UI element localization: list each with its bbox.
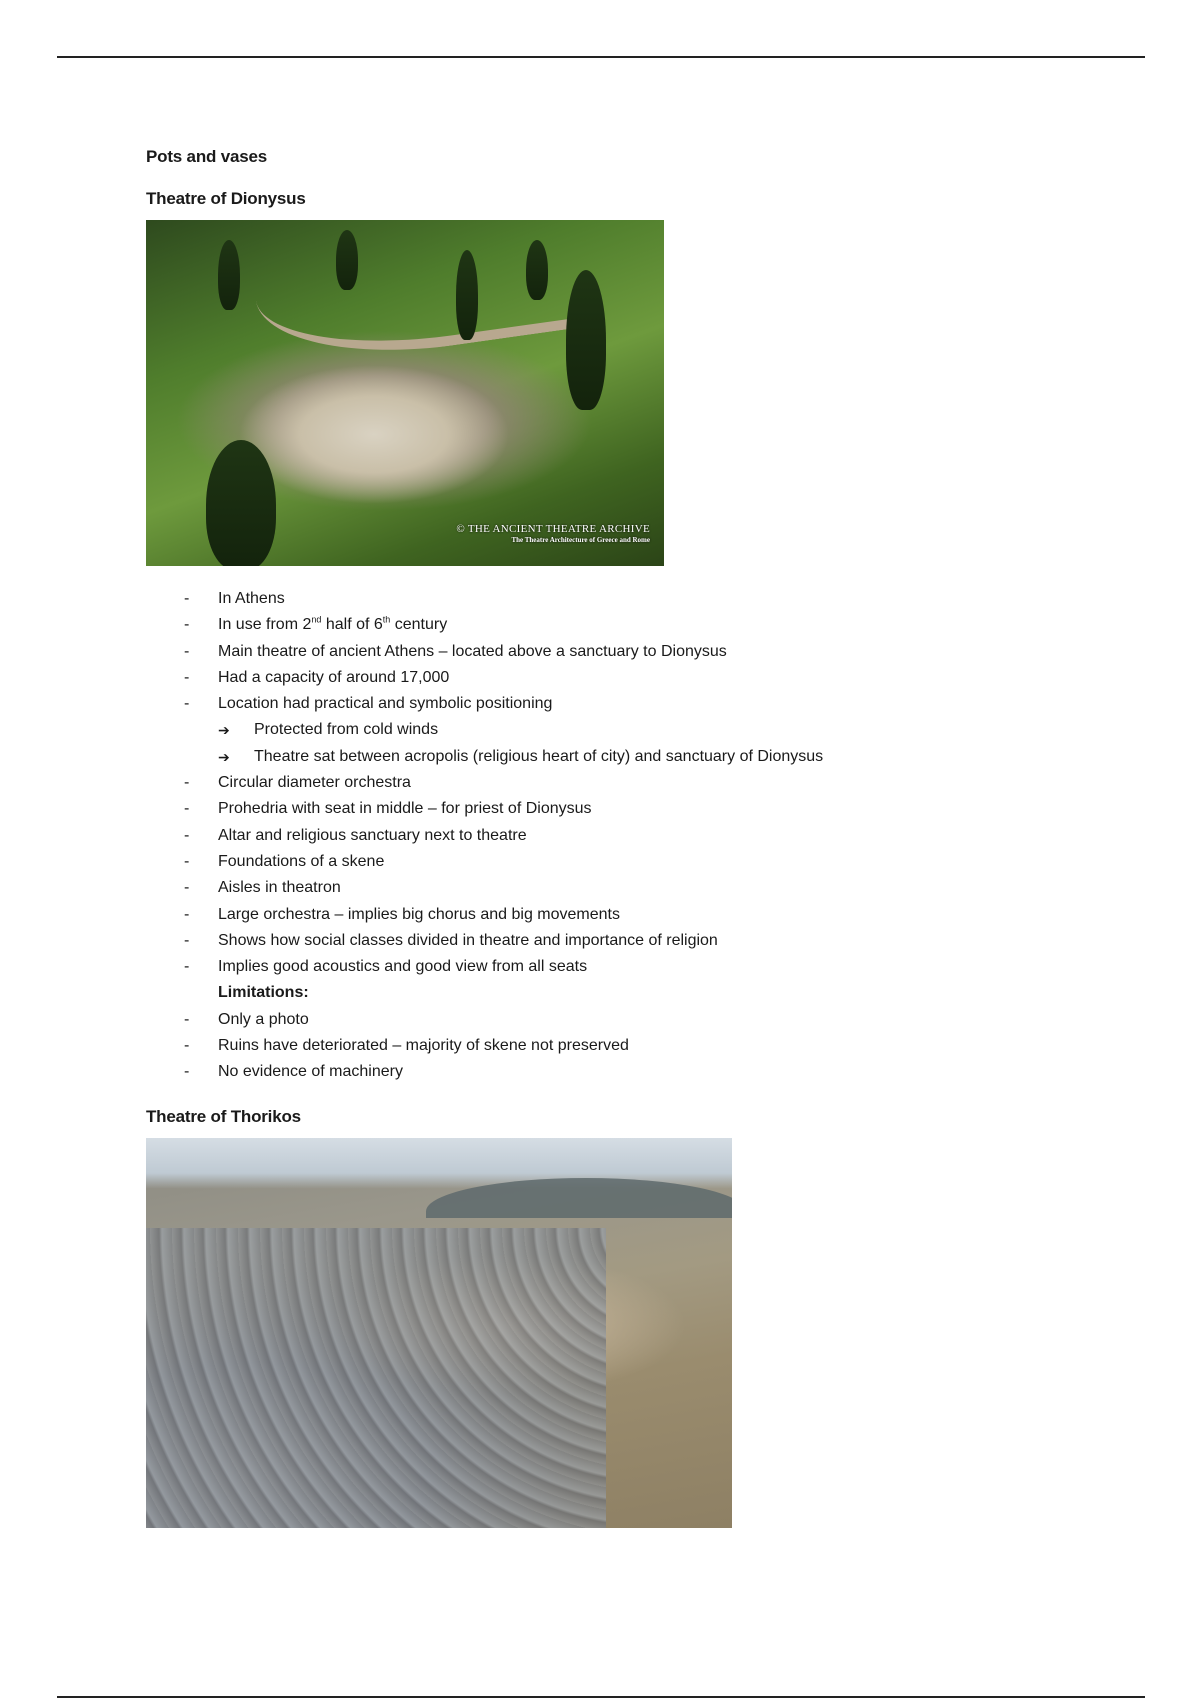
theatre-of-dionysus-photo (146, 220, 664, 566)
photo-tree (566, 270, 606, 410)
watermark-line-2: The Theatre Architecture of Greece and Rome (511, 536, 650, 544)
list-item: - In Athens (146, 586, 1126, 612)
heading-theatre-of-dionysus: Theatre of Dionysus (146, 189, 306, 208)
watermark-line-1: © THE ANCIENT THEATRE ARCHIVE (456, 523, 650, 535)
list-item: - Ruins have deteriorated – majority of skene not preserved (146, 1033, 1126, 1059)
list-item: - Shows how social classes divided in theatre and importance of religion (146, 928, 1126, 954)
heading-pots-and-vases: Pots and vases (146, 147, 267, 166)
list-item: - Had a capacity of around 17,000 (146, 665, 1126, 691)
header-rule (57, 56, 1145, 58)
photo-tree (206, 440, 276, 566)
limitations-heading: Limitations: (218, 984, 309, 1002)
photo-tree (336, 230, 358, 290)
list-item: - In use from 2nd half of 6th century (146, 612, 1126, 638)
photo-watermark (456, 523, 650, 544)
list-sub-item: ➔ Protected from cold winds (146, 717, 1126, 743)
photo-tree (526, 240, 548, 300)
photo-tree (456, 250, 478, 340)
dionysus-notes-list (146, 586, 1126, 1086)
photo-tree (218, 240, 240, 310)
list-item: - No evidence of machinery (146, 1059, 1126, 1085)
list-item: - Foundations of a skene (146, 849, 1126, 875)
footer-rule (57, 1696, 1145, 1698)
list-item: - Altar and religious sanctuary next to theatre (146, 823, 1126, 849)
list-item: - Large orchestra – implies big chorus and big movements (146, 902, 1126, 928)
theatre-of-thorikos-photo (146, 1138, 732, 1528)
list-item: - Aisles in theatron (146, 875, 1126, 901)
list-item: - Implies good acoustics and good view from all seats (146, 954, 1126, 980)
list-sub-item: ➔ Theatre sat between acropolis (religious heart of city) and sanctuary of Dionysus (146, 744, 1126, 770)
photo-stone-seating (146, 1228, 606, 1528)
list-item: - Circular diameter orchestra (146, 770, 1126, 796)
list-item: - Only a photo (146, 1007, 1126, 1033)
photo-hills (426, 1178, 732, 1218)
document-body (146, 146, 1126, 1528)
list-item: - Location had practical and symbolic positioning (146, 691, 1126, 717)
list-item: - Prohedria with seat in middle – for priest of Dionysus (146, 796, 1126, 822)
list-item: - Main theatre of ancient Athens – located above a sanctuary to Dionysus (146, 639, 1126, 665)
heading-theatre-of-thorikos: Theatre of Thorikos (146, 1106, 301, 1126)
